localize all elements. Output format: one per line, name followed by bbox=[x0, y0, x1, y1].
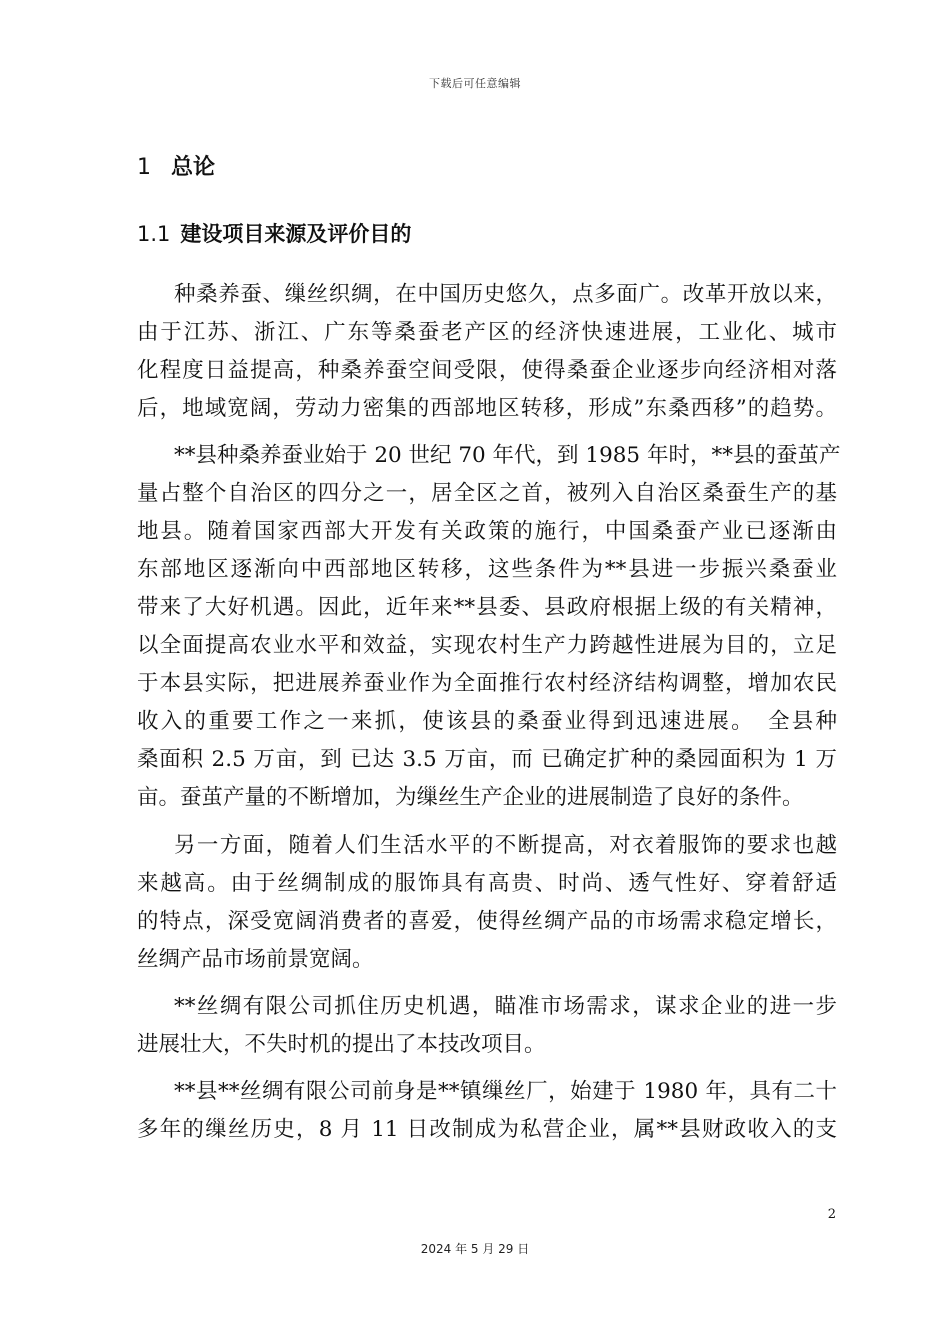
body-line: 进展壮大，不失时机的提出了本技改项目。 bbox=[137, 1032, 546, 1057]
body-line: 另一方面，随着人们生活水平的不断提高，对衣着服饰的要求也越 bbox=[174, 833, 837, 858]
body-line: 地县。随着国家西部大开发有关政策的施行，中国桑蚕产业已逐渐由 bbox=[137, 519, 837, 544]
body-line: 量占整个自治区的四分之一，居全区之首，被列入自治区桑蚕生产的基 bbox=[137, 481, 837, 506]
body-line: 化程度日益提高，种桑养蚕空间受限，使得桑蚕企业逐步向经济相对落 bbox=[137, 358, 837, 383]
section-title: 总论 bbox=[171, 155, 216, 180]
page-footer-date: 2024 年 5 月 29 日 bbox=[420, 1242, 530, 1256]
body-line: 种桑养蚕、缫丝织绸，在中国历史悠久，点多面广。改革开放以来， bbox=[174, 282, 837, 307]
body-line: 收入的重要工作之一来抓，使该县的桑蚕业得到迅速进展。 全县种 bbox=[137, 709, 837, 734]
body-line: 亩。蚕茧产量的不断增加，为缫丝生产企业的进展制造了良好的条件。 bbox=[137, 785, 804, 810]
body-line: 多年的缫丝历史，8 月 11 日改制成为私营企业，属**县财政收入的支 bbox=[137, 1117, 837, 1142]
section-heading bbox=[137, 150, 215, 181]
body-line: 于本县实际，把进展养蚕业作为全面推行农村经济结构调整，增加农民 bbox=[137, 671, 837, 696]
subsection-heading bbox=[137, 218, 411, 248]
body-line: **县**丝绸有限公司前身是**镇缫丝厂，始建于 1980 年，具有二十 bbox=[174, 1079, 837, 1104]
body-line: 以全面提高农业水平和效益，实现农村生产力跨越性进展为目的，立足 bbox=[137, 633, 837, 658]
body-line: 由于江苏、浙江、广东等桑蚕老产区的经济快速进展，工业化、城市 bbox=[137, 320, 837, 345]
body-line: 桑面积 2.5 万亩，到 已达 3.5 万亩，而 已确定扩种的桑园面积为 1 万 bbox=[137, 747, 837, 772]
subsection-number: 1.1 bbox=[137, 222, 171, 246]
page-number: 2 bbox=[827, 1207, 836, 1222]
body-line: 带来了大好机遇。因此，近年来**县委、县政府根据上级的有关精神， bbox=[137, 595, 837, 620]
subsection-title: 建设项目来源及评价目的 bbox=[180, 222, 412, 246]
body-line: 后，地域宽阔，劳动力密集的西部地区转移，形成”东桑西移”的趋势。 bbox=[137, 396, 837, 421]
body-line: 丝绸产品市场前景宽阔。 bbox=[137, 947, 374, 972]
section-number: 1 bbox=[137, 155, 151, 180]
body-line: 来越高。由于丝绸制成的服饰具有高贵、时尚、透气性好、穿着舒适 bbox=[137, 871, 837, 896]
body-line: 的特点，深受宽阔消费者的喜爱，使得丝绸产品的市场需求稳定增长， bbox=[137, 909, 837, 934]
page-header: 下载后可任意编辑 bbox=[429, 77, 521, 90]
body-line: **丝绸有限公司抓住历史机遇，瞄准市场需求，谋求企业的进一步 bbox=[174, 994, 837, 1019]
body-line: **县种桑养蚕业始于 20 世纪 70 年代，到 1985 年时，**县的蚕茧产 bbox=[174, 443, 841, 468]
body-line: 东部地区逐渐向中西部地区转移，这些条件为**县进一步振兴桑蚕业 bbox=[137, 557, 837, 582]
